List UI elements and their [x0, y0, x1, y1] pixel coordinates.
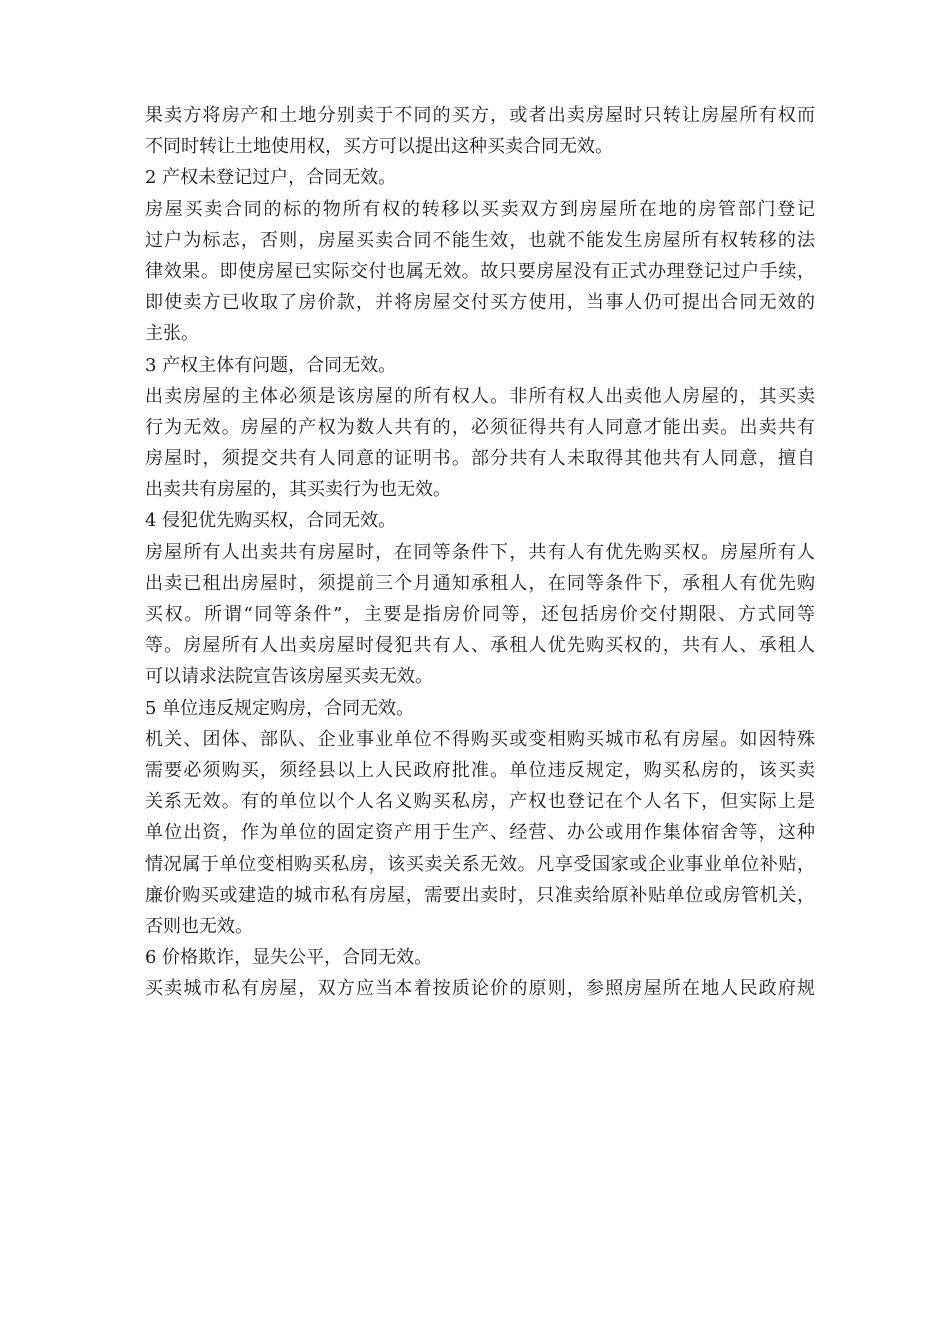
section-heading: 3 产权主体有问题，合同无效。 [145, 354, 397, 376]
section-heading: 5 单位违反规定购房，合同无效。 [145, 697, 415, 719]
section-heading: 6 价格欺诈，显失公平，合同无效。 [145, 947, 433, 969]
text-line: 关系无效。有的单位以个人名义购买私房，产权也登记在个人名下，但实际上是 [145, 791, 815, 813]
text-line: 出卖房屋的主体必须是该房屋的所有权人。非所有权人出卖他人房屋的，其买卖 [145, 385, 815, 407]
text-line: 出卖共有房屋的，其买卖行为也无效。 [145, 479, 451, 501]
text-line: 房屋买卖合同的标的物所有权的转移以买卖双方到房屋所在地的房管部门登记 [145, 198, 815, 220]
section-heading: 4 侵犯优先购买权，合同无效。 [145, 510, 397, 532]
text-line: 等。房屋所有人出卖房屋时侵犯共有人、承租人优先购买权的，共有人、承租人 [145, 635, 815, 657]
text-line: 机关、团体、部队、企业事业单位不得购买或变相购买城市私有房屋。如因特殊 [145, 728, 815, 750]
text-line: 出卖已租出房屋时，须提前三个月通知承租人，在同等条件下，承租人有优先购 [145, 572, 815, 594]
text-line: 行为无效。房屋的产权为数人共有的，必须征得共有人同意才能出卖。出卖共有 [145, 416, 815, 438]
text-line: 否则也无效。 [145, 915, 253, 937]
section-heading: 2 产权未登记过户，合同无效。 [145, 167, 397, 189]
text-line: 即使卖方已收取了房价款，并将房屋交付买方使用，当事人仍可提出合同无效的 [145, 292, 815, 314]
text-line: 买卖城市私有房屋，双方应当本着按质论价的原则，参照房屋所在地人民政府规 [145, 978, 815, 1000]
text-line: 单位出资，作为单位的固定资产用于生产、经营、办公或用作集体宿舍等，这种 [145, 822, 815, 844]
text-line: 情况属于单位变相购买私房，该买卖关系无效。凡享受国家或企业事业单位补贴， [145, 853, 815, 875]
text-line: 过户为标志，否则，房屋买卖合同不能生效，也就不能发生房屋所有权转移的法 [145, 229, 815, 251]
text-line: 买权。所谓“同等条件”，主要是指房价同等，还包括房价交付期限、方式同等 [145, 604, 815, 625]
text-line: 律效果。即使房屋已实际交付也属无效。故只要房屋没有正式办理登记过户手续， [145, 260, 815, 282]
text-line: 廉价购买或建造的城市私有房屋，需要出卖时，只准卖给原补贴单位或房管机关， [145, 884, 815, 906]
text-line: 房屋时，须提交共有人同意的证明书。部分共有人未取得其他共有人同意，擅自 [145, 448, 815, 470]
text-line: 需要必须购买，须经县以上人民政府批准。单位违反规定，购买私房的，该买卖 [145, 759, 815, 781]
text-line: 果卖方将房产和土地分别卖于不同的买方，或者出卖房屋时只转让房屋所有权而 [145, 105, 815, 126]
text-line: 主张。 [145, 323, 199, 345]
text-line: 不同时转让土地使用权，买方可以提出这种买卖合同无效。 [145, 136, 613, 158]
text-line: 房屋所有人出卖共有房屋时，在同等条件下，共有人有优先购买权。房屋所有人 [145, 541, 815, 563]
text-line: 可以请求法院宣告该房屋买卖无效。 [145, 666, 433, 688]
document-body [145, 100, 815, 1004]
